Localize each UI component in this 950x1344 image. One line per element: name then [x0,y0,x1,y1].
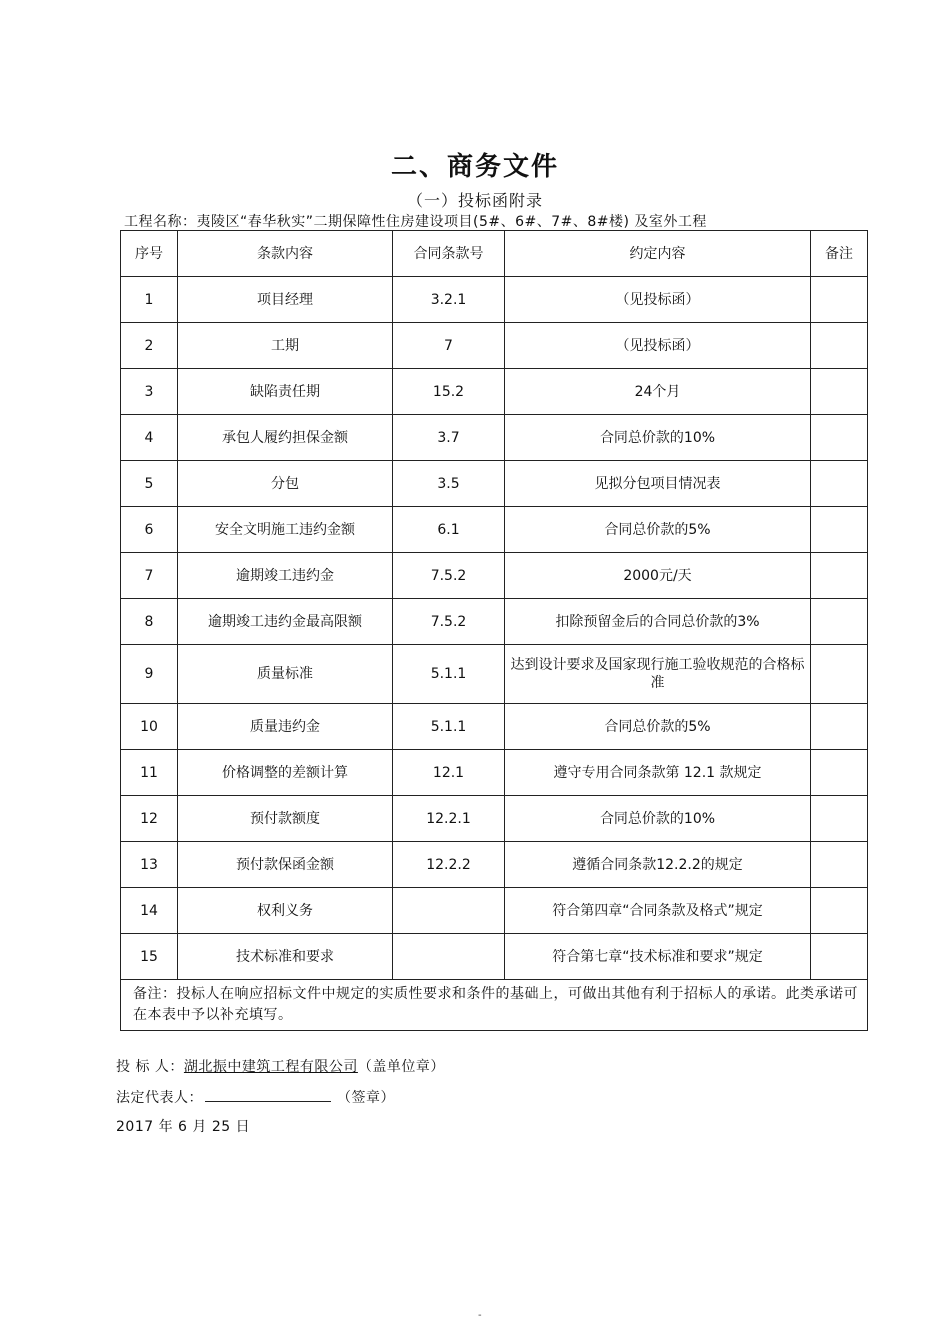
header-clause: 合同条款号 [393,231,505,277]
row-item: 质量违约金 [178,704,393,750]
row-remark [811,796,868,842]
row-no: 15 [121,934,178,980]
row-clause: 7 [393,323,505,369]
row-item: 缺陷责任期 [178,369,393,415]
row-no: 9 [121,645,178,704]
row-remark [811,888,868,934]
row-item: 安全文明施工违约金额 [178,507,393,553]
row-content: 合同总价款的5% [505,704,811,750]
bidder-suffix: （盖单位章） [357,1059,445,1075]
table-row [121,888,868,934]
row-no: 5 [121,461,178,507]
project-name-line: 工程名称：夷陵区“春华秋实”二期保障性住房建设项目(5#、6#、7#、8#楼) 及室外工程 [124,214,707,230]
legal-rep-line [116,1087,395,1107]
row-clause [393,888,505,934]
table-row [121,415,868,461]
row-remark [811,750,868,796]
legal-rep-suffix: （签章） [337,1090,395,1106]
row-clause: 7.5.2 [393,553,505,599]
row-clause: 5.1.1 [393,645,505,704]
sign-date: 2017 年 6 月 25 日 [116,1119,251,1135]
table-row [121,645,868,704]
row-clause: 3.7 [393,415,505,461]
header-no: 序号 [121,231,178,277]
row-remark [811,704,868,750]
page-mark: - [478,1310,482,1321]
row-no: 12 [121,796,178,842]
row-remark [811,277,868,323]
table-header-row [121,231,868,277]
row-content: 扣除预留金后的合同总价款的3% [505,599,811,645]
row-content: 合同总价款的5% [505,507,811,553]
legal-rep-label: 法定代表人： [116,1090,203,1106]
row-clause: 5.1.1 [393,704,505,750]
row-item: 技术标准和要求 [178,934,393,980]
bidder-line [116,1056,445,1076]
row-item: 预付款保函金额 [178,842,393,888]
row-content: 符合第七章“技术标准和要求”规定 [505,934,811,980]
table-row [121,323,868,369]
row-item: 预付款额度 [178,796,393,842]
row-remark [811,415,868,461]
row-remark [811,599,868,645]
table-row [121,750,868,796]
header-remark: 备注 [811,231,868,277]
table-row [121,507,868,553]
row-no: 13 [121,842,178,888]
row-clause: 15.2 [393,369,505,415]
row-no: 1 [121,277,178,323]
table-row [121,599,868,645]
row-content: 符合第四章“合同条款及格式”规定 [505,888,811,934]
row-remark [811,842,868,888]
row-item: 逾期竣工违约金最高限额 [178,599,393,645]
row-content: 遵循合同条款12.2.2的规定 [505,842,811,888]
row-item: 权利义务 [178,888,393,934]
bidder-label: 投 标 人： [116,1059,184,1075]
row-content: （见投标函） [505,277,811,323]
row-no: 3 [121,369,178,415]
appendix-subtitle: （一）投标函附录 [406,191,543,210]
page-title: 二、商务文件 [390,152,559,182]
table-row [121,277,868,323]
row-no: 14 [121,888,178,934]
row-content: （见投标函） [505,323,811,369]
row-remark [811,461,868,507]
row-item: 工期 [178,323,393,369]
row-no: 10 [121,704,178,750]
table-row [121,553,868,599]
row-item: 质量标准 [178,645,393,704]
bidder-name: 湖北振中建筑工程有限公司 [183,1059,358,1075]
row-clause: 12.2.2 [393,842,505,888]
row-remark [811,645,868,704]
row-remark [811,507,868,553]
row-no: 4 [121,415,178,461]
row-clause: 3.5 [393,461,505,507]
row-item: 逾期竣工违约金 [178,553,393,599]
row-no: 11 [121,750,178,796]
row-clause: 12.1 [393,750,505,796]
table-row [121,842,868,888]
row-clause [393,934,505,980]
row-content: 合同总价款的10% [505,415,811,461]
row-content: 达到设计要求及国家现行施工验收规范的合格标准 [505,645,811,704]
header-item: 条款内容 [178,231,393,277]
row-no: 6 [121,507,178,553]
row-content: 24个月 [505,369,811,415]
row-content: 见拟分包项目情况表 [505,461,811,507]
row-remark [811,323,868,369]
table-row [121,934,868,980]
row-no: 2 [121,323,178,369]
row-content: 合同总价款的10% [505,796,811,842]
row-clause: 6.1 [393,507,505,553]
row-remark [811,934,868,980]
row-clause: 12.2.1 [393,796,505,842]
row-remark [811,553,868,599]
table-row [121,796,868,842]
row-item: 价格调整的差额计算 [178,750,393,796]
row-clause: 7.5.2 [393,599,505,645]
row-no: 8 [121,599,178,645]
row-item: 承包人履约担保金额 [178,415,393,461]
legal-rep-signature-blank[interactable] [205,1087,331,1102]
row-item: 项目经理 [178,277,393,323]
row-no: 7 [121,553,178,599]
table-note: 备注：投标人在响应招标文件中规定的实质性要求和条件的基础上，可做出其他有利于招标人的承诺。此类承诺可在本表中予以补充填写。 [121,980,868,1031]
row-content: 遵守专用合同条款第 12.1 款规定 [505,750,811,796]
row-content: 2000元/天 [505,553,811,599]
table-note-row [121,980,868,1031]
bid-appendix-table [120,230,868,1031]
table-row [121,704,868,750]
header-content: 约定内容 [505,231,811,277]
row-remark [811,369,868,415]
table-row [121,369,868,415]
row-item: 分包 [178,461,393,507]
row-clause: 3.2.1 [393,277,505,323]
table-row [121,461,868,507]
